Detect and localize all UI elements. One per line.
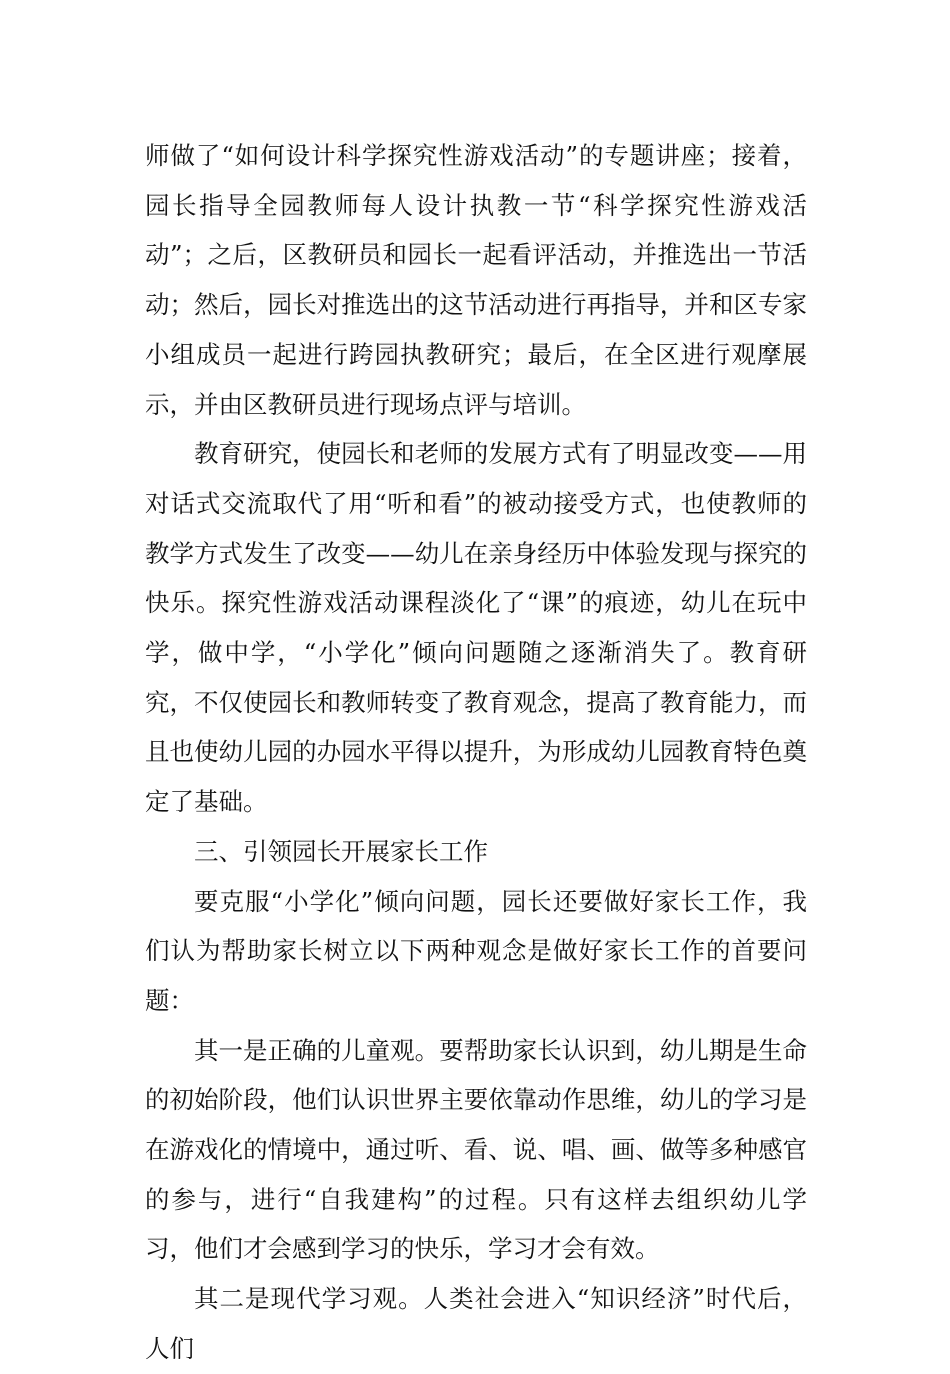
paragraph-child-view: 其一是正确的儿童观。要帮助家长认识到，幼儿期是生命的初始阶段，他们认识世界主要依靠动作思维，幼儿的学习是在游戏化的情境中，通过听、看、说、唱、画、做等多种感官的参与，进行“自我建构”的过程。只有这样去组织幼儿学习，他们才会感到学习的快乐，学习才会有效。 <box>145 1035 807 1264</box>
paragraph-lecture-steps: 师做了“如何设计科学探究性游戏活动”的专题讲座；接着，园长指导全园教师每人设计执教一节“科学探究性游戏活动”；之后，区教研员和园长一起看评活动，并推选出一节活动；然后，园长对推选出的这节活动进行再指导，并和区专家小组成员一起进行跨园执教研究；最后，在全区进行观摩展示，并由区教研员进行现场点评与培训。 <box>145 141 807 419</box>
paragraph-education-research: 教育研究，使园长和老师的发展方式有了明显改变——用对话式交流取代了用“听和看”的被动接受方式，也使教师的教学方式发生了改变——幼儿在亲身经历中体验发现与探究的快乐。探究性游戏活动课程淡化了“课”的痕迹，幼儿在玩中学，做中学，“小学化”倾向问题随之逐渐消失了。教育研究，不仅使园长和教师转变了教育观念，提高了教育能力，而且也使幼儿园的办园水平得以提升，为形成幼儿园教育特色奠定了基础。 <box>145 439 807 817</box>
section-heading-parent-work: 三、引领园长开展家长工作 <box>194 836 488 866</box>
paragraph-learning-view: 其二是现代学习观。人类社会进入“知识经济”时代后，人们 <box>145 1284 807 1363</box>
paragraph-parent-work-intro: 要克服“小学化”倾向问题，园长还要做好家长工作，我们认为帮助家长树立以下两种观念是做好家长工作的首要问题： <box>145 886 807 1015</box>
body-text <box>145 131 807 1374</box>
